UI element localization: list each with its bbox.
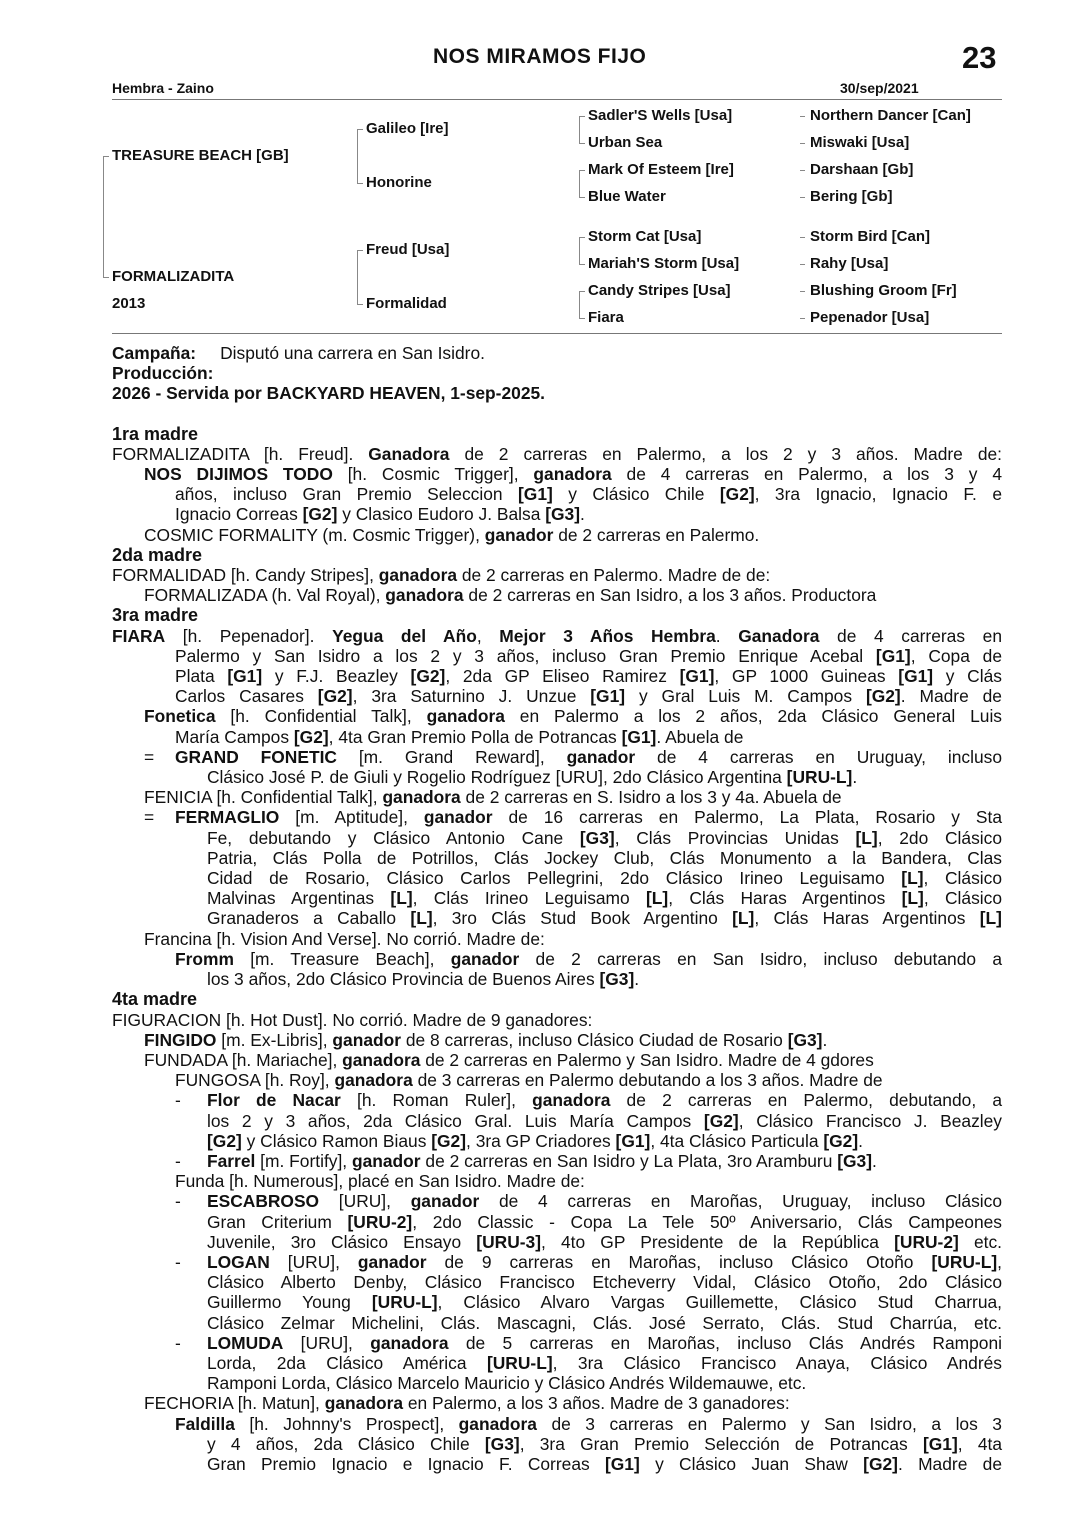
production-line: 2026 - Servida por BACKYARD HEAVEN, 1-sep-2025. [112,383,545,404]
text-line: Francina [h. Vision And Verse]. No corrió. Madre de: [144,928,545,949]
gen3-6: Mariah'S Storm [Usa] [588,255,740,272]
text-line: Clásico Alberto Denby, Clásico Francisco Etcheverry Vidal, Clásico Otoño, 2do Clásico [207,1272,1002,1293]
gen4-1: Northern Dancer [Can] [810,107,971,124]
bracket [357,183,363,184]
dash [800,170,805,171]
gen3-8: Fiara [588,309,624,326]
bracket [357,129,358,183]
sex-color: Hembra - Zaino [112,80,214,96]
campaign-text: Disputó una carrera en San Isidro. [220,343,485,363]
bracket [103,277,109,278]
list-marker: - [175,1090,181,1111]
bracket [357,304,363,305]
dam-sire: Freud [Usa] [366,241,450,258]
text-line: Granaderos a Caballo [L], 3ro Clás Stud Book Argentino [L], Clás Haras Argentinos [L] [207,908,1002,929]
pedigree-rule [112,333,1002,334]
section-heading: 3ra madre [112,605,199,626]
bracket [579,237,580,264]
dash [800,318,805,319]
text-line: FUNDADA [h. Mariache], ganadora de 2 carreras en Palermo y San Isidro. Madre de 4 gdores [144,1049,874,1070]
text-line: María Campos [G2], 4ta Gran Premio Polla de Potrancas [G1]. Abuela de [175,726,744,747]
text-line: Ignacio Correas [G2] y Clasico Eudoro J. Balsa [G3]. [175,504,585,525]
gen4-3: Darshaan [Gb] [810,161,914,178]
text-line: FUNGOSA [h. Roy], ganadora de 3 carreras en Palermo debutando a los 3 años. Madre de [175,1070,883,1091]
gen3-1: Sadler'S Wells [Usa] [588,107,733,124]
text-line: Fonetica [h. Confidential Talk], ganadora en Palermo a los 2 años, 2da Clásico General Luis [144,706,1003,727]
text-line: Clásico José P. de Giuli y Rogelio Rodríguez [URU], 2do Clásico Argentina [URU-L]. [207,767,858,788]
bracket [579,116,580,143]
list-marker: - [175,1332,181,1353]
production-label: Producción: [112,363,214,384]
text-line: - LOGAN [URU], ganador de 9 carreras en Maroñas, incluso Clásico Otoño [URU-L], [175,1251,1002,1272]
text-line: = FERMAGLIO [m. Aptitude], ganador de 16 carreras en Palermo, La Plata, Rosario y Sta [144,807,1002,828]
text-line: FORMALIDAD [h. Candy Stripes], ganadora de 2 carreras en Palermo. Madre de de: [112,565,771,586]
sire-dam: Honorine [366,174,432,191]
section-heading: 2da madre [112,544,203,565]
text-line: NOS DIJIMOS TODO [h. Cosmic Trigger], ganadora de 4 carreras en Palermo, a los 3 y 4 [144,464,1002,485]
text-line: Ramponi Lorda, Clásico Marcelo Mauricio y Clásico Andrés Wildemauwe, etc. [207,1373,807,1394]
page-title: NOS MIRAMOS FIJO [433,45,647,68]
gen3-4: Blue Water [588,188,666,205]
text-line: Lorda, 2da Clásico América [URU-L], 3ra Clásico Francisco Anaya, Clásico Andrés [207,1352,1002,1373]
bracket [103,156,104,277]
report-date: 30/sep/2021 [840,80,919,96]
text-line: FENICIA [h. Confidential Talk], ganadora de 2 carreras en S. Isidro a los 3 y 4a. Abuela de [144,787,842,808]
sire-sire: Galileo [Ire] [366,120,449,137]
text-line: FORMALIZADA (h. Val Royal), ganadora de 2 carreras en San Isidro, a los 3 años. Productora [144,585,877,606]
text-line: = GRAND FONETIC [m. Grand Reward], ganador de 4 carreras en Uruguay, incluso [144,746,1002,767]
text-line: Funda [h. Numerous], placé en San Isidro. Madre de: [175,1171,585,1192]
dash [800,197,805,198]
text-line: Guillermo Young [URU-L], Clásico Alvaro Vargas Guillemette, Clásico Stud Charrua, [207,1292,1003,1313]
section-heading: 1ra madre [112,423,199,444]
page-number: 23 [962,40,997,75]
list-marker: = [144,746,155,767]
gen4-7: Blushing Groom [Fr] [810,282,957,299]
gen4-2: Miswaki [Usa] [810,134,910,151]
gen4-4: Bering [Gb] [810,188,893,205]
text-line: FINGIDO [m. Ex-Libris], ganador de 8 carreras, incluso Clásico Ciudad de Rosario [G3]. [144,1029,828,1050]
gen4-6: Rahy [Usa] [810,255,889,272]
list-marker: - [175,1150,181,1171]
text-line: FECHORIA [h. Matun], ganadora en Palermo, a los 3 años. Madre de 3 ganadores: [144,1393,790,1414]
text-line: - Farrel [m. Fortify], ganador de 2 carreras en San Isidro y La Plata, 3ro Aramburu [G3]. [175,1150,877,1171]
text-line: - ESCABROSO [URU], ganador de 4 carreras en Maroñas, Uruguay, incluso Clásico [175,1191,1002,1212]
text-line: los 2 y 3 años, 2da Clásico Gral. Luis María Campos [G2], Clásico Francisco J. Beazley [207,1110,1002,1131]
gen3-2: Urban Sea [588,134,663,151]
text-line: Fe, debutando y Clásico Antonio Cane [G3], Clás Provincias Unidas [L], 2do Clásico [207,827,1002,848]
text-line: Patria, Clás Polla de Potrillos, Clás Jockey Club, Clás Monumento a la Bandera, Clas [207,847,1002,868]
bracket [579,264,585,265]
text-line: [G2] y Clásico Ramon Biaus [G2], 3ra GP Criadores [G1], 4ta Clásico Particula [G2]. [207,1130,863,1151]
text-line: Cidad de Rosario, Clásico Carlos Pellegrini, 2do Clásico Irineo Leguisamo [L], Clásico [207,868,1003,889]
sire-name: TREASURE BEACH [GB] [112,147,289,164]
bracket [357,250,358,304]
text-line: los 3 años, 2do Clásico Provincia de Buenos Aires [G3]. [207,969,640,990]
text-line: y 4 años, 2da Clásico Chile [G3], 3ra Gran Premio Selección de Potrancas [G1], 4ta [207,1433,1002,1454]
text-line: FIGURACION [h. Hot Dust]. No corrió. Madre de 9 ganadores: [112,1009,593,1030]
text-line: FORMALIZADITA [h. Freud]. Ganadora de 2 carreras en Palermo, a los 2 y 3 años. Madre de: [112,443,1002,464]
text-line: Palermo y San Isidro a los 2 y 3 años, incluso Gran Premio Enrique Acebal [G1], Copa de [175,645,1002,666]
text-line: Carlos Casares [G2], 3ra Saturnino J. Unzue [G1] y Gral Luis M. Campos [G2]. Madre de [175,686,1002,707]
bracket [579,291,580,318]
text-line: Faldilla [h. Johnny's Prospect], ganadora de 3 carreras en Palermo y San Isidro, a los 3 [175,1413,1002,1434]
text-line: Gran Criterium [URU-2], 2do Classic - Copa La Tele 50º Aniversario, Clás Campeones [207,1211,1003,1232]
header-rule [112,99,1002,100]
text-line: Malvinas Argentinas [L], Clás Irineo Leguisamo [L], Clás Haras Argentinos [L], Clásico [207,888,1002,909]
list-marker: - [175,1251,181,1272]
gen3-5: Storm Cat [Usa] [588,228,702,245]
text-line: Clásico Zelmar Michelini, Clás. Mascagni, Clás. José Serrato, Clás. Stud Charrúa, etc. [207,1312,1002,1333]
gen3-3: Mark Of Esteem [Ire] [588,161,734,178]
text-line: FIARA [h. Pepenador]. Yegua del Año, Mejor 3 Años Hembra. Ganadora de 4 carreras en [112,625,1002,646]
dash [800,143,805,144]
dam-name: FORMALIZADITA [112,268,235,285]
dash [800,291,805,292]
text-line: - Flor de Nacar [h. Roman Ruler], ganadora de 2 carreras en Palermo, debutando, a [175,1090,1002,1111]
text-line: Fromm [m. Treasure Beach], ganador de 2 carreras en San Isidro, incluso debutando a [175,948,1002,969]
text-line: años, incluso Gran Premio Seleccion [G1] y Clásico Chile [G2], 3ra Ignacio, Ignacio F. e [175,484,1002,505]
dash [800,264,805,265]
list-marker: = [144,807,155,828]
text-line: COSMIC FORMALITY (m. Cosmic Trigger), ganador de 2 carreras en Palermo. [144,524,760,545]
bracket [579,318,585,319]
family-record [112,343,1002,1474]
dash [800,237,805,238]
section-heading: 4ta madre [112,989,198,1010]
bracket [579,197,585,198]
bracket [579,143,585,144]
dam-year: 2013 [112,295,146,312]
list-marker: - [175,1191,181,1212]
bracket [579,170,580,197]
dam-dam: Formalidad [366,295,447,312]
text-line: Gran Premio Ignacio e Ignacio F. Correas [G1] y Clásico Juan Shaw [G2]. Madre de [207,1453,1002,1474]
campaign-label: Campaña: [112,343,197,363]
text-line: Plata [G1] y F.J. Beazley [G2], 2da GP Eliseo Ramirez [G1], GP 1000 Guineas [G1] y Clás [175,666,1002,687]
text-line: Juvenile, 3ro Clásico Ensayo [URU-3], 4to GP Presidente de la República [URU-2] etc. [207,1231,1002,1252]
gen4-8: Pepenador [Usa] [810,309,930,326]
campaign-line [112,343,1002,363]
dash [800,116,805,117]
gen4-5: Storm Bird [Can] [810,228,930,245]
gen3-7: Candy Stripes [Usa] [588,282,731,299]
text-line: - LOMUDA [URU], ganadora de 5 carreras en Maroñas, incluso Clás Andrés Ramponi [175,1332,1002,1353]
